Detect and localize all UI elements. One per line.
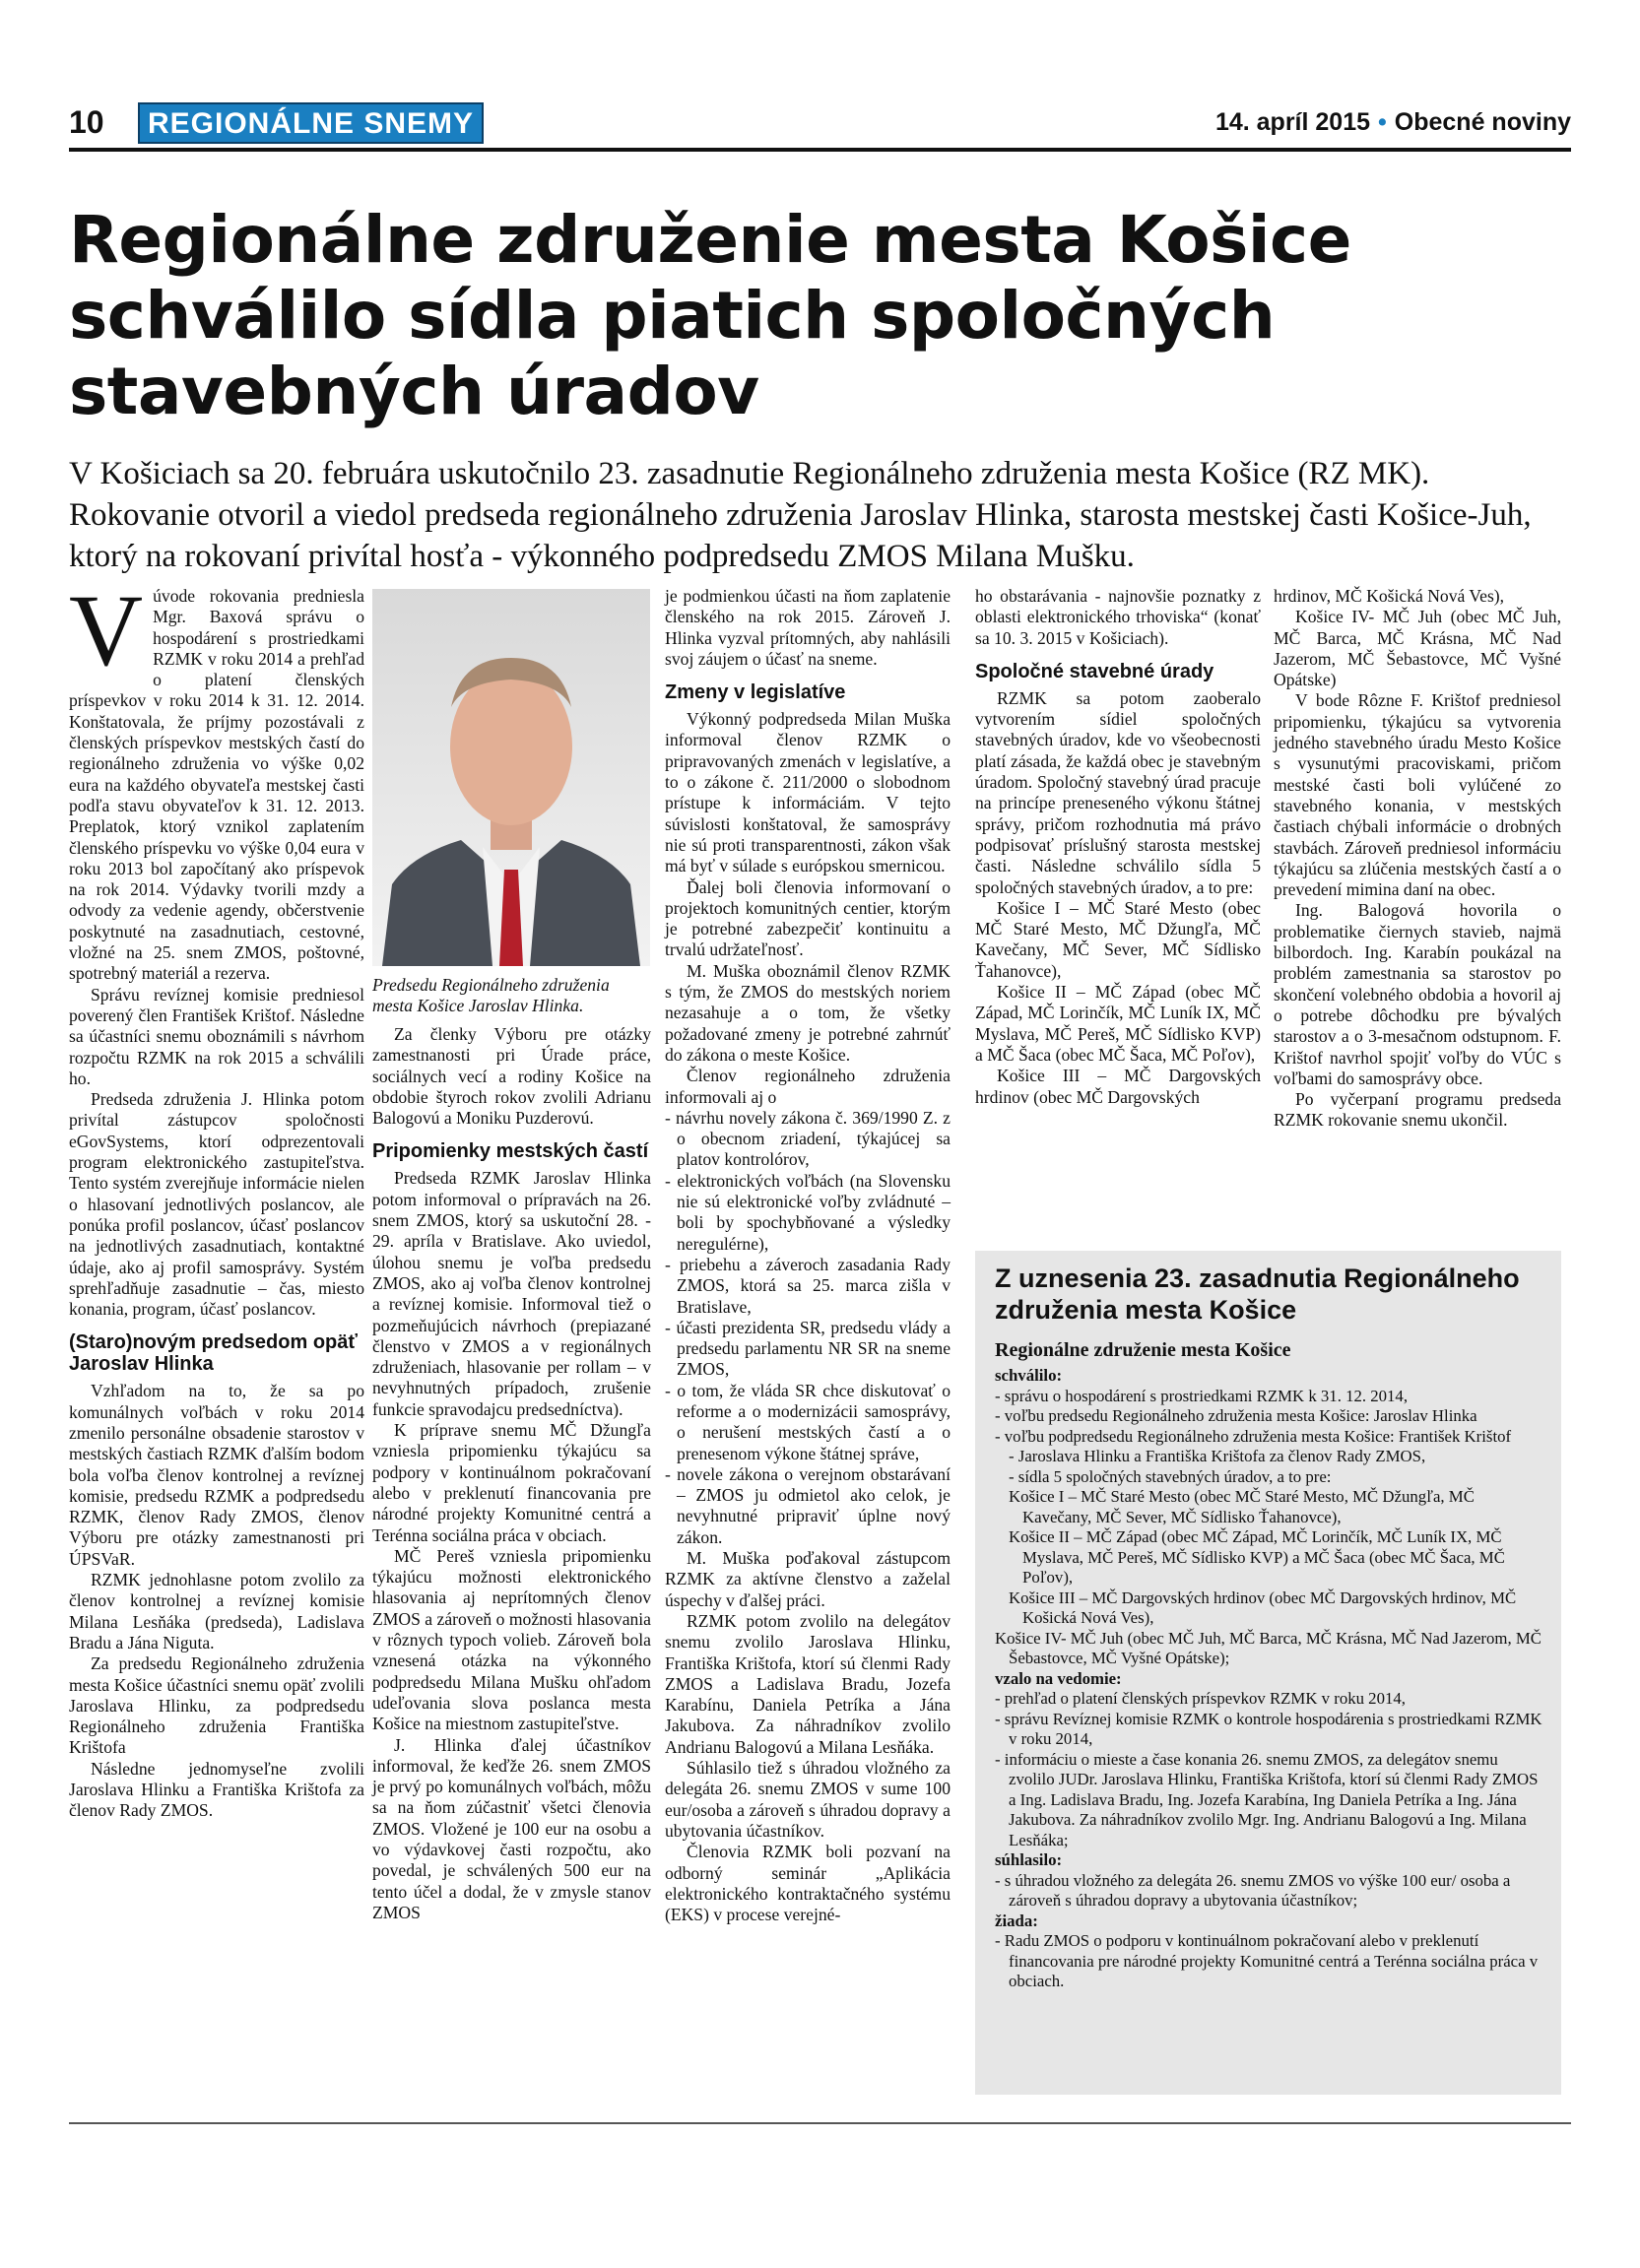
separator-bullet: • [1378, 108, 1387, 136]
box-subitem: - Jaroslava Hlinku a Františka Krištofa za členov Rady ZMOS, [1009, 1447, 1426, 1465]
box-item: Košice IV- MČ Juh (obec MČ Juh, MČ Barca, MČ Krásna, MČ Nad Jazerom, MČ Šebastovce, MČ Vyšné Opátske); [995, 1628, 1542, 1667]
paragraph: V bode Rôzne F. Krištof predniesol pripomienku, týkajúcu sa vytvorenia jedného stavebného úradu Mesto Košice s vysunutými pracoviskami, pričom mestské časti boli vylúčené zo stavebného konania, v mestských častiach chýbali informácie o drobných stavbách. Zároveň predniesol informáciu týkajúcu sa zlúčenia mestských častí a o prevedení mimina daní na obec. [1274, 690, 1561, 900]
portrait-photo [372, 589, 650, 966]
subheading: Pripomienky mestských častí [372, 1140, 649, 1163]
column-4 [975, 586, 1261, 1108]
paragraph: Za členky Výboru pre otázky zamestnanosti pri Úrade práce, sociálnych vecí a rodiny Košice na obdobie štyroch rokov zvolili Adrianu Balogovú a Moniku Puzderovú. [372, 1024, 651, 1129]
paragraph: Výkonný podpredseda Milan Muška informoval členov RZMK o pripravovaných zmenách v legislatíve, a to o zákone č. 211/2000 o slobodnom prístupe k informáciám. V tejto súvislosti konštatoval, že samosprávy nie sú proti transparentnosti, zákon však má byť v súlade s európskou smernicou. [665, 709, 951, 876]
label-vedomie: vzalo na vedomie: [995, 1668, 1122, 1688]
paragraph: Následne jednomyseľne zvolili Jaroslava Hlinku a Františka Krištofa za členov Rady ZMOS. [69, 1758, 364, 1821]
paragraph: Košice III – MČ Dargovských hrdinov (obec MČ Dargovských [975, 1066, 1261, 1107]
box-org: Regionálne združenie mesta Košice [995, 1339, 1291, 1361]
paragraph: Za predsedu Regionálneho združenia mesta Košice účastníci snemu opäť zvolili Jaroslava Hlinku, za podpredsedu Regionálneho združenia Františka Krištofa [69, 1653, 364, 1758]
box-item: - s úhradou vložného za delegáta 26. snemu ZMOS vo výške 100 eur/ osoba a zároveň s úhradou dopravy a ubytovania účastníkov; [995, 1870, 1511, 1910]
paragraph: RZMK potom zvolilo na delegátov snemu zvolilo Jaroslava Hlinku, Františka Krištofa, ktorí sú členmi Rady ZMOS a Ladislava Bradu, Jozefa Karabínu, Daniela Petríka a Jána Jakubova. Za náhradníkov zvolilo Andrianu Balogovú a Milana Lesňáka. [665, 1610, 951, 1757]
paragraph: J. Hlinka ďalej účastníkov informoval, že keďže 26. snem ZMOS je prvý po komunálnych voľbách, môžu sa na ňom zúčastniť všetci členovia ZMOS. Vložené je 100 eur na osobu a vo výdavkovej časti rozpočtu, ako povedal, je schválených 500 eur na tento účel a dodal, že v zmysle stanov ZMOS [372, 1734, 651, 1922]
list-item: - novele zákona o verejnom obstarávaní – ZMOS ju odmietol ako celok, je nevyhnutné pripraviť úplne nový zákon. [665, 1463, 951, 1547]
label-schvalilo: schválilo: [995, 1366, 1063, 1385]
paragraph: Ďalej boli členovia informovaní o projektoch komunitných centier, ktorým je potrebné zabezpečiť kontinuitu a trvalú udržateľnosť. [665, 876, 951, 960]
paragraph: Členov regionálneho združenia informovali aj o [665, 1066, 951, 1107]
paragraph: MČ Pereš vzniesla pripomienku týkajúcu možnosti elektronického hlasovania aj neprítomných členov ZMOS a zároveň o možnosti hlasovania v rôznych typoch volieb. Zároveň bola vznesená otázka na výkonného podpredsedu Milana Mušku ohľadom udeľovania slova poslanca mesta Košice na miestnom zastupiteľstve. [372, 1545, 651, 1734]
paragraph: RZMK jednohlasne potom zvolilo za členov kontrolnej a revíznej komisie Milana Lesňáka (predseda), Ladislava Bradu a Jána Niguta. [69, 1570, 364, 1652]
newspaper-name: Obecné noviny [1394, 108, 1571, 136]
photo-caption: Predsedu Regionálneho združenia mesta Košice Jaroslav Hlinka. [372, 975, 610, 1015]
paragraph: Predseda združenia J. Hlinka potom privítal zástupcov spoločnosti eGovSystems, ktorí odprezentovali program elektronického zastupiteľstva. Tento systém zverejňuje informácie nielen o hlasovaní jednotlivých poslancov, ale ponúka profil poslancov, účasť poslancov na jednotlivých zasadnutiach, kontaktné údaje, ako aj profil samosprávy. Systém sprehľadňuje zasadnutie – čas, miesto konania, program, účasť poslancov. [69, 1089, 364, 1320]
box-item: - správu Revíznej komisie RZMK o kontrole hospodárenia s prostriedkami RZMK v roku 2014, [995, 1709, 1542, 1748]
label-suhlasilo: súhlasilo: [995, 1850, 1063, 1869]
paragraph: ho obstarávania - najnovšie poznatky z oblasti elektronického trhoviska“ (konať sa 10. 3. 2015 v Košiciach). [975, 586, 1261, 648]
paragraph: Košice IV- MČ Juh (obec MČ Juh, MČ Barca, MČ Krásna, MČ Nad Jazerom, MČ Šebastovce, MČ Vyšné Opátske) [1274, 607, 1561, 690]
paragraph: Správu revíznej komisie predniesol poverený člen František Krištof. Následne sa účastníci snemu oboznámili s návrhom rozpočtu RZMK na rok 2015 a schválili ho. [69, 984, 364, 1088]
issue-info [1215, 108, 1571, 137]
list-item: - o tom, že vláda SR chce diskutovať o reforme a o modernizácii samosprávy, o nerušení mestských častí a o prenesenom výkone štátnej správe, [665, 1380, 951, 1463]
box-item: - správu o hospodárení s prostriedkami RZMK k 31. 12. 2014, [995, 1386, 1409, 1405]
box-item: - voľbu predsedu Regionálneho združenia mesta Košice: Jaroslav Hlinka [995, 1406, 1477, 1425]
paragraph: Po vyčerpaní programu predseda RZMK rokovanie snemu ukončil. [1274, 1089, 1561, 1131]
paragraph: Vzhľadom na to, že sa po komunálnych voľbách v roku 2014 zmenilo personálne obsadenie starostov v mestských častiach RZMK ďalším bodom bola voľba členov kontrolnej a revíznej komisie, predsedu RZMK a podpredsedu RZMK, členov Rady ZMOS, členov Výboru pre otázky zamestnanosti pri ÚPSVaR. [69, 1381, 364, 1569]
label-ziada: žiada: [995, 1911, 1038, 1930]
section-label: REGIONÁLNE SNEMY [138, 102, 484, 144]
subheading: Spoločné stavebné úrady [975, 660, 1214, 682]
paragraph: Ing. Balogová hovorila o problematike čiernych stavieb, najmä bilbordoch. Ing. Karabín poukázal na problém zamestnania sa starostov po skončení volebného obdobia a hovoril aj o potrebe dôchodku pre bývalých starostov a o 3-mesačnom odstupnom. F. Krištof navrhol spojiť voľby do VÚC s voľbami do samosprávy obce. [1274, 900, 1561, 1088]
paragraph: M. Muška poďakoval zástupcom RZMK za aktívne členstvo a zaželal úspechy v ďalšej práci. [665, 1548, 951, 1610]
box-subitem: Košice III – MČ Dargovských hrdinov (obec MČ Dargovských hrdinov, MČ Košická Nová Ves), [1009, 1588, 1517, 1627]
column-3 [665, 586, 951, 1925]
resolution-box [975, 1251, 1561, 2095]
list-item: - priebehu a záveroch zasadania Rady ZMOS, ktorá sa 25. marca zišla v Bratislave, [665, 1254, 951, 1317]
paragraph: je podmienkou účasti na ňom zaplatenie členského na rok 2015. Zároveň J. Hlinka vyzval prítomných, aby nahlásili svoj záujem o účasť na sneme. [665, 586, 951, 669]
box-subitem: Košice II – MČ Západ (obec MČ Západ, MČ Lorinčík, MČ Luník IX, MČ Myslava, MČ Pereš, MČ Sídlisko KVP) a MČ Šaca (obec MČ Šaca, MČ Poľov), [1009, 1527, 1505, 1587]
column-1 [69, 574, 364, 1822]
footer-rule [69, 2122, 1571, 2124]
portrait-illustration [372, 589, 650, 966]
box-item: - voľbu podpredsedu Regionálneho združenia mesta Košice: František Krištof [995, 1426, 1512, 1446]
paragraph: Členovia RZMK boli pozvaní na odborný seminár „Aplikácia elektronického kontraktačného systému (EKS) v procese verejné- [665, 1842, 951, 1925]
column-2 [372, 1024, 651, 1923]
page-number: 10 [69, 104, 104, 140]
box-subitem: Košice I – MČ Staré Mesto (obec MČ Staré Mesto, MČ Džungľa, MČ Kavečany, MČ Sever, MČ Sídlisko Ťahanovce), [1009, 1487, 1475, 1526]
list-item: - návrhu novely zákona č. 369/1990 Z. z o obecnom zriadení, týkajúcej sa platov kontrolórov, [665, 1107, 951, 1170]
box-title: Z uznesenia 23. zasadnutia Regionálneho združenia mesta Košice [995, 1264, 1520, 1325]
paragraph: úvode rokovania predniesla Mgr. Baxová správu o hospodárení s prostriedkami RZMK v roku 2014 a prehľad o platení členských príspevkov v roku 2014 k 31. 12. 2014. Konštatovala, že príjmy pozostávali z členských príspevkov mestských častí do regionálneho združenia vo výške 0,02 eura na každého obyvateľa mestskej časti podľa stavu obyvateľov k 31. 12. 2013. Preplatok, ktorý vznikol zaplatením členského príspevku vo výške 0,04 eura v roku 2013 bol započítaný ako príspevok na rok 2014. Výdavky tvorili mzdy a odvody za vedenie agendy, občerstvenie poskytnuté na zasadnutiach, cestovné, vložné na 25. snem ZMOS, poštovné, spotrebný materiál a rezerva. [69, 586, 364, 984]
header-rule [69, 148, 1571, 152]
issue-date: 14. apríl 2015 [1214, 108, 1371, 136]
box-item: - prehľad o platení členských príspevkov RZMK v roku 2014, [995, 1689, 1406, 1708]
paragraph: K príprave snemu MČ Džungľa vzniesla pripomienku týkajúcu sa podpory v kontinuálnom pokračovaní alebo v preklenutí financovania pre národné projekty Komunitné centrá a Terénna sociálna práca v obciach. [372, 1420, 651, 1545]
box-item: - Radu ZMOS o podporu v kontinuálnom pokračovaní alebo v preklenutí financovania pre národné projekty Komunitné centrá a Terénna sociálna práca v obciach. [995, 1931, 1539, 1990]
subheading: Zmeny v legislatíve [665, 681, 846, 704]
paragraph: RZMK sa potom zaoberalo vytvorením sídiel spoločných stavebných úradov, kde vo všeobecnosti platí zásada, že každá obec je stavebným úradom. Spoločný stavebný úrad pracuje na princípe preneseného výkonu štátnej správy, pričom rozhodnutia má právo podpisovať príslušný starosta mestskej časti. Následne schválilo sídla 5 spoločných stavebných úradov, a to pre: [975, 687, 1261, 897]
paragraph: Súhlasilo tiež s úhradou vložného za delegáta 26. snemu ZMOS v sume 100 eur/osoba a zároveň s úhradou dopravy a ubytovania účastníkov. [665, 1758, 951, 1841]
paragraph: Košice II – MČ Západ (obec MČ Západ, MČ Lorinčík, MČ Luník IX, MČ Myslava, MČ Pereš, MČ Sídlisko KVP) a MČ Šaca (obec MČ Šaca, MČ Poľov), [975, 982, 1261, 1065]
paragraph: Košice I – MČ Staré Mesto (obec MČ Staré Mesto, MČ Džungľa, MČ Kavečany, MČ Sever, MČ Sídlisko Ťahanovce), [975, 897, 1261, 981]
box-subitem: - sídla 5 spoločných stavebných úradov, a to pre: [1009, 1466, 1332, 1486]
article-title: Regionálne združenie mesta Košice schválilo sídla piatich spoločných stavebných úradov [69, 202, 1351, 429]
page-header [69, 102, 1571, 146]
paragraph: hrdinov, MČ Košická Nová Ves), [1274, 586, 1505, 606]
drop-cap: V [69, 574, 144, 687]
box-body [995, 1366, 1545, 1992]
info-list [665, 1108, 951, 1548]
list-item: - účasti prezidenta SR, predsedu vlády a predsedu parlamentu NR SR na sneme ZMOS, [665, 1317, 951, 1380]
article-lead: V Košiciach sa 20. februára uskutočnilo 23. zasadnutie Regionálneho združenia mesta Košice (RZ MK). Rokovanie otvoril a viedol predseda regionálneho združenia Jaroslav Hlinka, starosta mestskej časti Košice-Juh, ktorý na rokovaní privítal hosťa - výkonného podpredsedu ZMOS Milana Mušku. [69, 456, 1532, 574]
paragraph: M. Muška oboznámil členov RZMK s tým, že ZMOS do mestských noriem nezasahuje a o tom, že všetky požadované zmeny je potrebné zahrnúť do zákona o meste Košice. [665, 960, 951, 1065]
subheading: (Staro)novým predsedom opäť Jaroslav Hlinka [69, 1331, 358, 1376]
column-5 [1274, 586, 1561, 1132]
paragraph: Predseda RZMK Jaroslav Hlinka potom informoval o prípravách na 26. snem ZMOS, ktorý sa uskutoční 28. - 29. apríla v Bratislave. Ako uviedol, úlohou snemu je voľba predsedu ZMOS, ako aj voľba členov kontrolnej a revíznej komisie. Informoval tiež o pozmeňujúcich návrhoch (prepiazané členstvo v ZMOS a v regionálnych združeniach, hlasovanie per rollam – v nevyhnutných prípadoch, zrušenie funkcie spravodajcu predsedníctva). [372, 1168, 651, 1419]
box-item: - informáciu o mieste a čase konania 26. snemu ZMOS, za delegátov snemu zvolilo JUDr. Jaroslava Hlinku, Františka Krištofa, ktorí sú členmi Rady ZMOS a Ing. Ladislava Bradu, Ing. Jozefa Karabína, Ing Daniela Petríka a Ing. Jána Jakubova. Za náhradníkov zvolilo Mgr. Ing. Andrianu Balogovú a Ing. Milana Lesňáka; [995, 1749, 1539, 1849]
list-item: - elektronických voľbách (na Slovensku nie sú elektronické voľby zvládnuté – boli by spochybňované a výsledky neregulérne), [665, 1170, 951, 1254]
